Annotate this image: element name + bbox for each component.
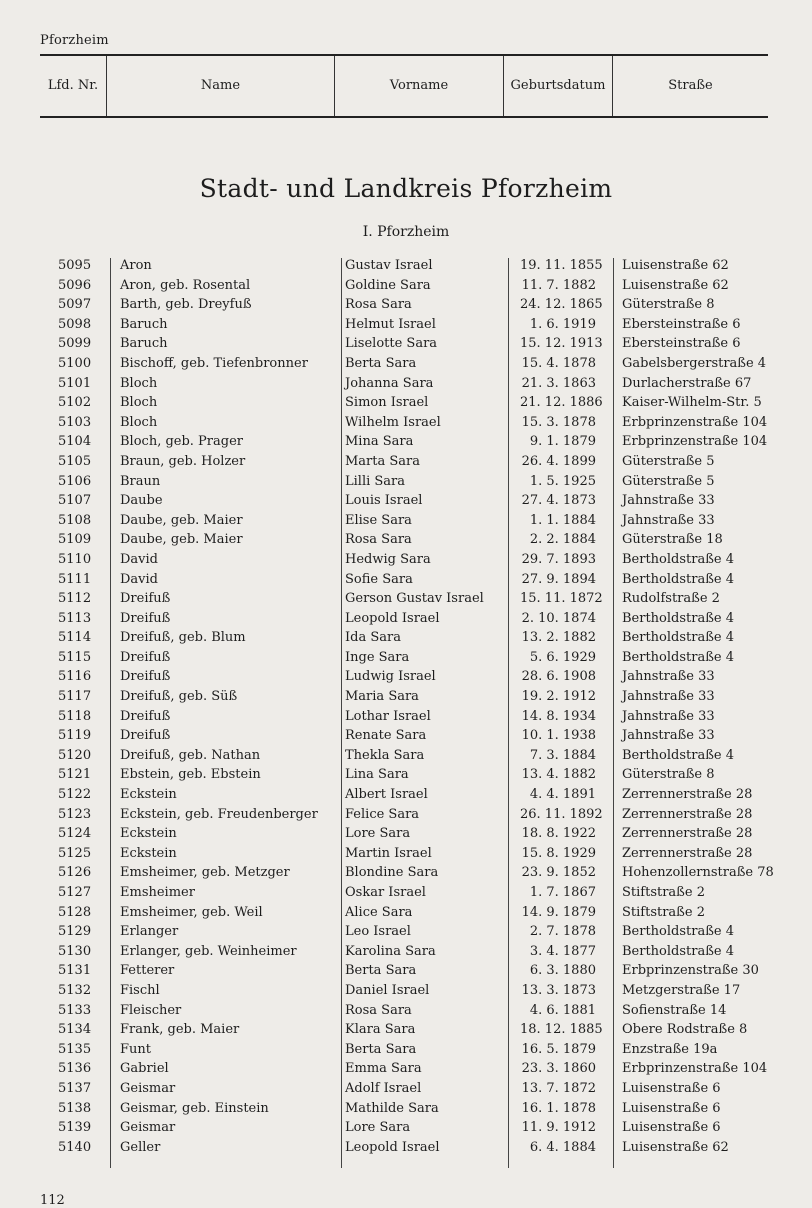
table-row: [0, 765, 812, 785]
entry-number: 5099: [58, 336, 92, 352]
entry-street: Erbprinzenstraße 104: [622, 414, 768, 430]
entry-street: Zerrennerstraße 28: [622, 787, 753, 803]
entry-number: 5128: [58, 904, 92, 920]
entry-number: 5118: [58, 708, 92, 724]
entry-birthdate: 2. 10. 1874: [521, 610, 596, 626]
table-row: [0, 824, 812, 844]
entry-birthdate: 14. 9. 1879: [521, 904, 596, 920]
entry-name: Fischl: [120, 982, 160, 998]
entry-name: Fetterer: [120, 963, 175, 979]
table-row: [0, 648, 812, 668]
table-row: [0, 903, 812, 923]
entry-birthdate: 15. 3. 1878: [521, 414, 596, 430]
entry-vorname: Berta Sara: [345, 963, 417, 979]
entry-street: Bertholdstraße 4: [622, 924, 735, 940]
entry-number: 5103: [58, 414, 92, 430]
entry-number: 5110: [58, 551, 92, 567]
entry-vorname: Rosa Sara: [345, 1002, 412, 1018]
entry-name: Dreifuß: [120, 708, 171, 724]
entry-number: 5133: [58, 1002, 92, 1018]
entry-street: Jahnstraße 33: [622, 689, 715, 705]
entry-birthdate: 1. 5. 1925: [529, 473, 596, 489]
entry-name: Geismar, geb. Einstein: [120, 1100, 269, 1116]
entry-birthdate: 29. 7. 1893: [521, 551, 596, 567]
entry-street: Jahnstraße 33: [622, 493, 715, 509]
entry-name: Braun: [120, 473, 161, 489]
entry-vorname: Liselotte Sara: [345, 336, 438, 352]
table-row: [0, 863, 812, 883]
entry-street: Ebersteinstraße 6: [622, 336, 741, 352]
entry-number: 5106: [58, 473, 92, 489]
entry-number: 5131: [58, 963, 92, 979]
entry-birthdate: 15. 12. 1913: [520, 336, 603, 352]
entry-street: Zerrennerstraße 28: [622, 806, 753, 822]
entry-name: Frank, geb. Maier: [120, 1022, 240, 1038]
entry-vorname: Lina Sara: [345, 767, 409, 783]
entry-vorname: Lore Sara: [345, 826, 411, 842]
entry-birthdate: 14. 8. 1934: [521, 708, 596, 724]
entry-number: 5138: [58, 1100, 92, 1116]
entry-number: 5112: [58, 591, 92, 607]
entry-name: Emsheimer, geb. Weil: [120, 904, 263, 920]
entry-name: Dreifuß, geb. Blum: [120, 630, 246, 646]
entry-street: Luisenstraße 6: [622, 1120, 721, 1136]
entry-street: Güterstraße 8: [622, 297, 715, 313]
entry-street: Rudolfstraße 2: [622, 591, 720, 607]
entry-number: 5130: [58, 943, 92, 959]
entry-street: Luisenstraße 62: [622, 1139, 729, 1155]
table-row: [0, 628, 812, 648]
entry-number: 5097: [58, 297, 92, 313]
entry-street: Jahnstraße 33: [622, 728, 715, 744]
entry-vorname: Leopold Israel: [345, 1139, 440, 1155]
entry-birthdate: 13. 7. 1872: [521, 1080, 596, 1096]
entry-vorname: Sofie Sara: [345, 571, 413, 587]
entry-street: Güterstraße 5: [622, 473, 715, 489]
entry-vorname: Gustav Israel: [345, 258, 433, 273]
entry-number: 5139: [58, 1120, 92, 1136]
table-row: [0, 942, 812, 962]
entry-name: Daube, geb. Maier: [120, 532, 243, 548]
entry-number: 5100: [58, 355, 92, 371]
entry-street: Luisenstraße 62: [622, 258, 729, 273]
entry-birthdate: 26. 11. 1892: [520, 806, 603, 822]
entry-birthdate: 21. 3. 1863: [521, 375, 596, 391]
entry-birthdate: 16. 1. 1878: [521, 1100, 596, 1116]
entry-number: 5137: [58, 1080, 92, 1096]
entry-street: Bertholdstraße 4: [622, 649, 735, 665]
entry-vorname: Berta Sara: [345, 1041, 417, 1057]
entry-number: 5113: [58, 610, 92, 626]
entry-name: Bloch: [120, 414, 158, 430]
entry-vorname: Karolina Sara: [345, 943, 436, 959]
entry-birthdate: 11. 9. 1912: [521, 1120, 596, 1136]
page-number: 112: [40, 1193, 65, 1208]
table-row: [0, 1020, 812, 1040]
entry-name: Daube, geb. Maier: [120, 512, 243, 528]
entry-number: 5132: [58, 982, 92, 998]
entry-street: Zerrennerstraße 28: [622, 826, 753, 842]
table-header: [40, 54, 768, 118]
entry-birthdate: 10. 1. 1938: [521, 728, 596, 744]
entry-vorname: Louis Israel: [345, 493, 423, 509]
entry-number: 5107: [58, 493, 92, 509]
entry-birthdate: 15. 4. 1878: [521, 355, 596, 371]
entry-vorname: Klara Sara: [345, 1022, 416, 1038]
entry-number: 5117: [58, 689, 92, 705]
entry-vorname: Rosa Sara: [345, 532, 412, 548]
entry-street: Ebersteinstraße 6: [622, 316, 741, 332]
entry-street: Enzstraße 19a: [622, 1041, 718, 1057]
entry-name: Eckstein, geb. Freudenberger: [120, 806, 318, 822]
entry-birthdate: 6. 4. 1884: [529, 1139, 596, 1155]
table-row: [0, 1001, 812, 1021]
entry-number: 5140: [58, 1139, 92, 1155]
entry-birthdate: 1. 6. 1919: [529, 316, 596, 332]
entry-vorname: Berta Sara: [345, 355, 417, 371]
entry-birthdate: 13. 4. 1882: [521, 767, 596, 783]
entry-number: 5115: [58, 649, 92, 665]
entry-street: Jahnstraße 33: [622, 708, 715, 724]
entry-vorname: Thekla Sara: [345, 747, 425, 763]
entry-street: Zerrennerstraße 28: [622, 845, 753, 861]
table-row: [0, 883, 812, 903]
entry-vorname: Lilli Sara: [345, 473, 406, 489]
table-row: [0, 961, 812, 981]
table-row: [0, 452, 812, 472]
entry-number: 5096: [58, 277, 92, 293]
table-row: [0, 707, 812, 727]
entry-name: Ebstein, geb. Ebstein: [120, 767, 261, 783]
entry-vorname: Maria Sara: [345, 689, 419, 705]
entry-vorname: Helmut Israel: [345, 316, 436, 332]
entry-number: 5119: [58, 728, 92, 744]
entry-name: Dreifuß: [120, 649, 171, 665]
column-header-name: Name: [200, 78, 241, 93]
entry-street: Erbprinzenstraße 104: [622, 1061, 768, 1077]
entry-street: Luisenstraße 62: [622, 277, 729, 293]
table-row: [0, 354, 812, 374]
entry-vorname: Wilhelm Israel: [345, 414, 441, 430]
entry-birthdate: 18. 8. 1922: [521, 826, 596, 842]
entry-vorname: Leopold Israel: [345, 610, 440, 626]
entry-number: 5121: [58, 767, 92, 783]
entry-street: Güterstraße 18: [622, 532, 723, 548]
entry-vorname: Simon Israel: [345, 395, 429, 411]
entry-street: Bertholdstraße 4: [622, 747, 735, 763]
entry-name: Daube: [120, 493, 163, 509]
entry-birthdate: 23. 3. 1860: [521, 1061, 596, 1077]
entry-birthdate: 2. 2. 1884: [529, 532, 596, 548]
entry-number: 5134: [58, 1022, 92, 1038]
entry-birthdate: 15. 11. 1872: [520, 591, 603, 607]
entry-number: 5101: [58, 375, 92, 391]
entry-street: Bertholdstraße 4: [622, 943, 735, 959]
entry-street: Durlacherstraße 67: [622, 375, 752, 391]
entry-number: 5129: [58, 924, 92, 940]
table-row: [0, 530, 812, 550]
table-row: [0, 472, 812, 492]
table-row: [0, 1079, 812, 1099]
section-title: Stadt- und Landkreis Pforzheim: [199, 174, 613, 203]
table-row: [0, 746, 812, 766]
entry-vorname: Alice Sara: [345, 904, 413, 920]
entry-street: Luisenstraße 6: [622, 1100, 721, 1116]
entry-vorname: Goldine Sara: [345, 277, 431, 293]
entry-street: Bertholdstraße 4: [622, 551, 735, 567]
entry-street: Gabelsbergerstraße 4: [622, 355, 767, 371]
entry-name: Geismar: [120, 1080, 176, 1096]
entry-vorname: Rosa Sara: [345, 297, 412, 313]
entry-birthdate: 16. 5. 1879: [521, 1041, 596, 1057]
entry-birthdate: 13. 3. 1873: [521, 982, 596, 998]
entry-vorname: Emma Sara: [345, 1061, 422, 1077]
table-row: [0, 609, 812, 629]
table-row: [0, 1138, 812, 1158]
entry-birthdate: 7. 3. 1884: [529, 747, 596, 763]
entry-vorname: Mathilde Sara: [345, 1100, 439, 1116]
entry-name: Gabriel: [120, 1061, 169, 1077]
entry-vorname: Lothar Israel: [345, 708, 431, 724]
entry-street: Güterstraße 8: [622, 767, 715, 783]
entry-birthdate: 11. 7. 1882: [521, 277, 596, 293]
entry-vorname: Gerson Gustav Israel: [345, 591, 484, 607]
column-header-vorname: Vorname: [389, 78, 449, 93]
entry-vorname: Marta Sara: [345, 453, 421, 469]
entry-name: Fleischer: [120, 1002, 182, 1018]
entry-street: Kaiser-Wilhelm-Str. 5: [622, 395, 762, 411]
entry-name: David: [120, 551, 158, 567]
table-row: [0, 315, 812, 335]
entry-vorname: Blondine Sara: [345, 865, 439, 881]
column-header-nr: Lfd. Nr.: [47, 78, 99, 93]
entry-vorname: Elise Sara: [345, 512, 412, 528]
entry-street: Bertholdstraße 4: [622, 610, 735, 626]
register-rows: [0, 256, 812, 1157]
table-row: [0, 785, 812, 805]
entry-vorname: Renate Sara: [345, 728, 427, 744]
entry-street: Sofienstraße 14: [622, 1002, 727, 1018]
entry-name: Bloch: [120, 375, 158, 391]
table-row: [0, 491, 812, 511]
entry-street: Stiftstraße 2: [622, 904, 705, 920]
entry-number: 5109: [58, 532, 92, 548]
entry-name: Bloch: [120, 395, 158, 411]
entry-street: Luisenstraße 6: [622, 1080, 721, 1096]
table-row: [0, 511, 812, 531]
entry-street: Jahnstraße 33: [622, 669, 715, 685]
table-row: [0, 844, 812, 864]
subsection-title: I. Pforzheim: [362, 224, 450, 240]
table-row: [0, 393, 812, 413]
entry-name: Emsheimer, geb. Metzger: [120, 865, 290, 881]
entry-street: Jahnstraße 33: [622, 512, 715, 528]
entry-vorname: Daniel Israel: [345, 982, 430, 998]
entry-name: Funt: [120, 1041, 151, 1057]
entry-vorname: Felice Sara: [345, 806, 420, 822]
table-row: [0, 667, 812, 687]
entry-name: Baruch: [120, 316, 168, 332]
entry-name: Dreifuß, geb. Nathan: [120, 747, 261, 763]
entry-number: 5095: [58, 258, 92, 273]
entry-vorname: Johanna Sara: [345, 375, 434, 391]
entry-birthdate: 15. 8. 1929: [521, 845, 596, 861]
entry-name: Geismar: [120, 1120, 176, 1136]
entry-birthdate: 28. 6. 1908: [521, 669, 596, 685]
entry-name: Eckstein: [120, 787, 177, 803]
table-row: [0, 1059, 812, 1079]
table-row: [0, 295, 812, 315]
entry-birthdate: 3. 4. 1877: [529, 943, 596, 959]
entry-street: Metzgerstraße 17: [622, 982, 741, 998]
entry-birthdate: 19. 2. 1912: [521, 689, 596, 705]
table-row: [0, 1118, 812, 1138]
entry-vorname: Mina Sara: [345, 434, 414, 450]
entry-name: Barth, geb. Dreyfuß: [120, 297, 252, 313]
entry-birthdate: 23. 9. 1852: [521, 865, 596, 881]
entry-name: Erlanger, geb. Weinheimer: [120, 943, 297, 959]
entry-name: Eckstein: [120, 826, 177, 842]
entry-street: Hohenzollernstraße 78: [622, 865, 774, 881]
entry-name: Aron, geb. Rosental: [120, 277, 251, 293]
table-row: [0, 570, 812, 590]
entry-vorname: Hedwig Sara: [345, 551, 431, 567]
entry-street: Güterstraße 5: [622, 453, 715, 469]
table-row: [0, 256, 812, 276]
entry-number: 5124: [58, 826, 92, 842]
entry-name: Bloch, geb. Prager: [120, 434, 243, 450]
entry-name: Dreifuß: [120, 591, 171, 607]
table-row: [0, 374, 812, 394]
entry-name: Dreifuß: [120, 610, 171, 626]
entry-birthdate: 27. 4. 1873: [521, 493, 596, 509]
table-row: [0, 805, 812, 825]
entry-name: Aron: [120, 258, 152, 273]
entry-vorname: Oskar Israel: [345, 885, 426, 900]
table-row: [0, 687, 812, 707]
entry-vorname: Martin Israel: [345, 845, 432, 861]
entry-birthdate: 4. 4. 1891: [529, 787, 596, 803]
entry-number: 5098: [58, 316, 92, 332]
table-row: [0, 922, 812, 942]
entry-birthdate: 21. 12. 1886: [520, 395, 603, 411]
entry-street: Bertholdstraße 4: [622, 571, 735, 587]
entry-number: 5127: [58, 885, 92, 900]
entry-name: David: [120, 571, 158, 587]
table-row: [0, 981, 812, 1001]
entry-birthdate: 19. 11. 1855: [520, 258, 603, 273]
entry-name: Emsheimer: [120, 885, 195, 900]
column-header-strasse: Straße: [668, 78, 713, 93]
entry-name: Bischoff, geb. Tiefenbronner: [120, 355, 308, 371]
entry-street: Erbprinzenstraße 104: [622, 434, 768, 450]
entry-birthdate: 4. 6. 1881: [529, 1002, 596, 1018]
entry-vorname: Albert Israel: [345, 787, 428, 803]
entry-vorname: Adolf Israel: [345, 1080, 422, 1096]
entry-number: 5108: [58, 512, 92, 528]
entry-number: 5122: [58, 787, 92, 803]
entry-birthdate: 24. 12. 1865: [520, 297, 603, 313]
entry-vorname: Inge Sara: [345, 649, 410, 665]
running-head-place: Pforzheim: [40, 33, 109, 48]
entry-number: 5135: [58, 1041, 92, 1057]
entry-birthdate: 2. 7. 1878: [529, 924, 596, 940]
entry-name: Dreifuß: [120, 728, 171, 744]
table-row: [0, 276, 812, 296]
entry-birthdate: 27. 9. 1894: [521, 571, 596, 587]
entry-number: 5102: [58, 395, 92, 411]
entry-birthdate: 9. 1. 1879: [529, 434, 596, 450]
entry-birthdate: 13. 2. 1882: [521, 630, 596, 646]
table-row: [0, 1099, 812, 1119]
entry-birthdate: 26. 4. 1899: [521, 453, 596, 469]
entry-birthdate: 5. 6. 1929: [529, 649, 596, 665]
entry-number: 5125: [58, 845, 92, 861]
entry-name: Geller: [120, 1139, 161, 1155]
entry-number: 5136: [58, 1061, 92, 1077]
table-row: [0, 589, 812, 609]
entry-birthdate: 18. 12. 1885: [520, 1022, 603, 1038]
entry-number: 5114: [58, 630, 92, 646]
entry-vorname: Ida Sara: [345, 630, 401, 646]
entry-birthdate: 6. 3. 1880: [529, 963, 596, 979]
entry-name: Baruch: [120, 336, 168, 352]
table-row: [0, 413, 812, 433]
entry-birthdate: 1. 7. 1867: [529, 885, 596, 900]
entry-birthdate: 1. 1. 1884: [529, 512, 596, 528]
entry-street: Stiftstraße 2: [622, 885, 705, 900]
entry-street: Erbprinzenstraße 30: [622, 963, 759, 979]
table-row: [0, 726, 812, 746]
entry-number: 5111: [58, 571, 92, 587]
entry-vorname: Lore Sara: [345, 1120, 411, 1136]
entry-number: 5126: [58, 865, 92, 881]
table-row: [0, 432, 812, 452]
entry-name: Eckstein: [120, 845, 177, 861]
entry-number: 5105: [58, 453, 92, 469]
table-row: [0, 550, 812, 570]
entry-name: Erlanger: [120, 924, 179, 940]
table-row: [0, 334, 812, 354]
entry-vorname: Ludwig Israel: [345, 669, 436, 685]
entry-name: Dreifuß: [120, 669, 171, 685]
table-row: [0, 1040, 812, 1060]
entry-street: Obere Rodstraße 8: [622, 1022, 748, 1038]
column-header-geburtsdatum: Geburtsdatum: [510, 78, 606, 93]
entry-number: 5104: [58, 434, 92, 450]
entry-vorname: Leo Israel: [345, 924, 411, 940]
entry-number: 5120: [58, 747, 92, 763]
entry-name: Dreifuß, geb. Süß: [120, 689, 238, 705]
entry-number: 5123: [58, 806, 92, 822]
entry-number: 5116: [58, 669, 92, 685]
entry-street: Bertholdstraße 4: [622, 630, 735, 646]
entry-name: Braun, geb. Holzer: [120, 453, 246, 469]
